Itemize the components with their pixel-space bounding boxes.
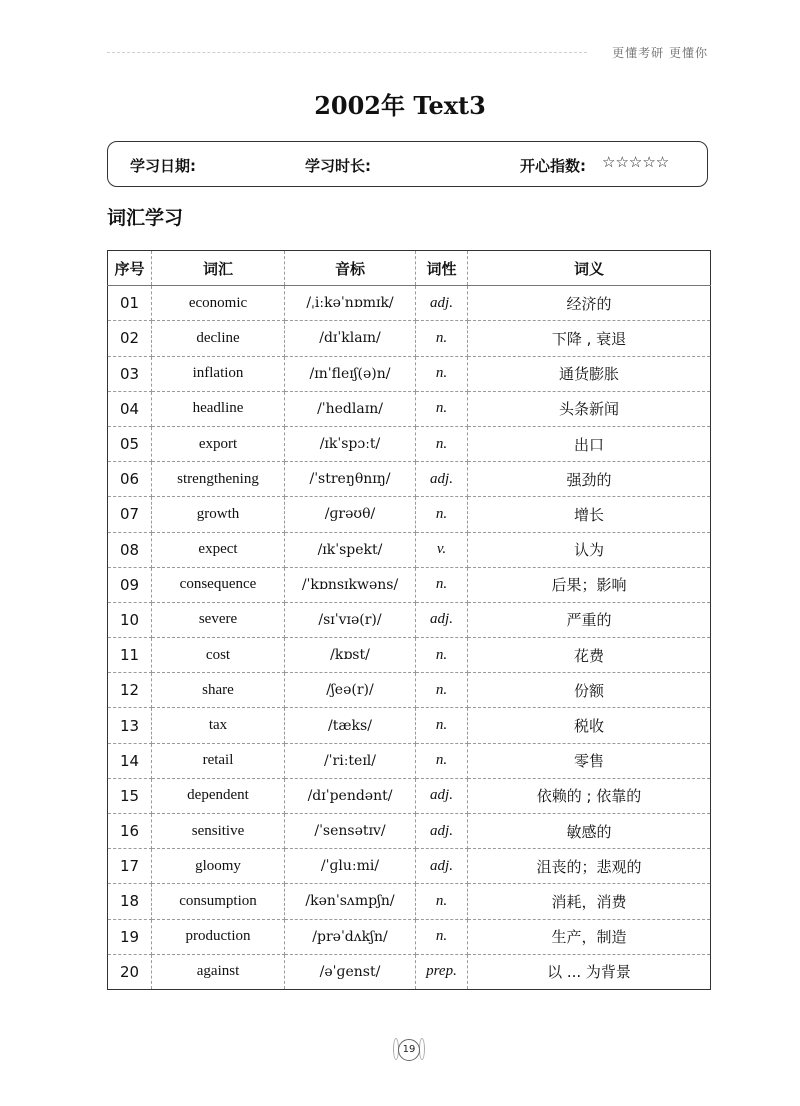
cell-part-of-speech: n. <box>416 919 468 954</box>
cell-part-of-speech: n. <box>416 356 468 391</box>
page-number: 19 <box>398 1039 420 1061</box>
cell-meaning: 生产，制造 <box>468 919 711 954</box>
cell-part-of-speech: n. <box>416 426 468 461</box>
cell-meaning: 通货膨胀 <box>468 356 711 391</box>
cell-number: 08 <box>108 532 152 567</box>
cell-phonetic: /ɪkˈspekt/ <box>285 532 416 567</box>
header-number: 序号 <box>108 251 152 286</box>
cell-meaning: 强劲的 <box>468 462 711 497</box>
cell-part-of-speech: n. <box>416 567 468 602</box>
cell-meaning: 后果；影响 <box>468 567 711 602</box>
cell-part-of-speech: n. <box>416 321 468 356</box>
table-row <box>108 532 711 567</box>
happiness-rating-stars[interactable]: ☆☆☆☆☆ <box>602 153 670 171</box>
cell-number: 09 <box>108 567 152 602</box>
cell-word: consumption <box>152 884 285 919</box>
cell-part-of-speech: v. <box>416 532 468 567</box>
cell-number: 11 <box>108 638 152 673</box>
cell-word: share <box>152 673 285 708</box>
cell-phonetic: /kɒst/ <box>285 638 416 673</box>
cell-number: 10 <box>108 602 152 637</box>
page-title: 2002年 Text3 <box>314 91 486 120</box>
cell-meaning: 以 ... 为背景 <box>468 954 711 989</box>
cell-meaning: 沮丧的；悲观的 <box>468 849 711 884</box>
cell-number: 18 <box>108 884 152 919</box>
cell-meaning: 花费 <box>468 638 711 673</box>
table-row <box>108 567 711 602</box>
table-row <box>108 778 711 813</box>
cell-meaning: 出口 <box>468 426 711 461</box>
cell-meaning: 增长 <box>468 497 711 532</box>
table-row <box>108 321 711 356</box>
table-row <box>108 356 711 391</box>
cell-phonetic: /tæks/ <box>285 708 416 743</box>
cell-part-of-speech: prep. <box>416 954 468 989</box>
cell-meaning: 依赖的 ; 依靠的 <box>468 778 711 813</box>
cell-part-of-speech: n. <box>416 497 468 532</box>
table-row <box>108 426 711 461</box>
cell-word: decline <box>152 321 285 356</box>
cell-word: tax <box>152 708 285 743</box>
table-row <box>108 954 711 989</box>
cell-meaning: 认为 <box>468 532 711 567</box>
cell-number: 07 <box>108 497 152 532</box>
cell-part-of-speech: n. <box>416 708 468 743</box>
cell-phonetic: /ˈriːteɪl/ <box>285 743 416 778</box>
table-header-row <box>108 251 711 286</box>
table-row <box>108 708 711 743</box>
study-date-label: 学习日期: <box>130 157 196 175</box>
happiness-label: 开心指数: <box>520 157 586 175</box>
cell-part-of-speech: adj. <box>416 602 468 637</box>
cell-word: inflation <box>152 356 285 391</box>
cell-number: 06 <box>108 462 152 497</box>
cell-phonetic: /ˈsensətɪv/ <box>285 814 416 849</box>
cell-word: cost <box>152 638 285 673</box>
cell-word: consequence <box>152 567 285 602</box>
header-meaning: 词义 <box>468 251 711 286</box>
cell-phonetic: /ˈɡluːmi/ <box>285 849 416 884</box>
cell-number: 02 <box>108 321 152 356</box>
cell-word: production <box>152 919 285 954</box>
cell-part-of-speech: n. <box>416 391 468 426</box>
cell-word: sensitive <box>152 814 285 849</box>
cell-part-of-speech: n. <box>416 638 468 673</box>
cell-phonetic: /ʃeə(r)/ <box>285 673 416 708</box>
table-row <box>108 638 711 673</box>
cell-phonetic: /sɪˈvɪə(r)/ <box>285 602 416 637</box>
vocabulary-table-body <box>108 286 711 990</box>
cell-part-of-speech: adj. <box>416 849 468 884</box>
table-row <box>108 743 711 778</box>
cell-meaning: 税收 <box>468 708 711 743</box>
cell-number: 16 <box>108 814 152 849</box>
cell-part-of-speech: n. <box>416 673 468 708</box>
cell-meaning: 敏感的 <box>468 814 711 849</box>
cell-phonetic: /əˈɡenst/ <box>285 954 416 989</box>
table-row <box>108 673 711 708</box>
table-row <box>108 919 711 954</box>
table-row <box>108 602 711 637</box>
cell-phonetic: /ˈhedlaɪn/ <box>285 391 416 426</box>
vocabulary-table <box>107 250 711 990</box>
table-row <box>108 391 711 426</box>
cell-word: economic <box>152 286 285 321</box>
cell-meaning: 严重的 <box>468 602 711 637</box>
cell-word: expect <box>152 532 285 567</box>
cell-phonetic: /ɪnˈfleɪʃ(ə)n/ <box>285 356 416 391</box>
cell-part-of-speech: n. <box>416 743 468 778</box>
cell-word: headline <box>152 391 285 426</box>
cell-word: dependent <box>152 778 285 813</box>
cell-phonetic: /dɪˈpendənt/ <box>285 778 416 813</box>
cell-part-of-speech: adj. <box>416 778 468 813</box>
cell-word: growth <box>152 497 285 532</box>
cell-meaning: 消耗，消费 <box>468 884 711 919</box>
cell-phonetic: /ˌiːkəˈnɒmɪk/ <box>285 286 416 321</box>
cell-meaning: 下降 , 衰退 <box>468 321 711 356</box>
table-row <box>108 814 711 849</box>
cell-number: 15 <box>108 778 152 813</box>
cell-number: 17 <box>108 849 152 884</box>
cell-word: export <box>152 426 285 461</box>
cell-word: gloomy <box>152 849 285 884</box>
cell-phonetic: /ɡrəʊθ/ <box>285 497 416 532</box>
cell-number: 04 <box>108 391 152 426</box>
table-row <box>108 884 711 919</box>
cell-number: 05 <box>108 426 152 461</box>
cell-number: 03 <box>108 356 152 391</box>
header-phonetic: 音标 <box>285 251 416 286</box>
cell-phonetic: /ˈkɒnsɪkwəns/ <box>285 567 416 602</box>
header-part-of-speech: 词性 <box>416 251 468 286</box>
table-row <box>108 497 711 532</box>
header-word: 词汇 <box>152 251 285 286</box>
cell-meaning: 零售 <box>468 743 711 778</box>
page-number-badge <box>393 1038 425 1062</box>
cell-number: 13 <box>108 708 152 743</box>
cell-number: 20 <box>108 954 152 989</box>
cell-part-of-speech: adj. <box>416 814 468 849</box>
table-row <box>108 849 711 884</box>
cell-phonetic: /ɪkˈspɔːt/ <box>285 426 416 461</box>
study-duration-label: 学习时长: <box>305 157 371 175</box>
cell-word: retail <box>152 743 285 778</box>
cell-word: strengthening <box>152 462 285 497</box>
cell-phonetic: /ˈstreŋθnɪŋ/ <box>285 462 416 497</box>
cell-word: severe <box>152 602 285 637</box>
table-row <box>108 286 711 321</box>
cell-part-of-speech: n. <box>416 884 468 919</box>
section-title: 词汇学习 <box>107 207 184 229</box>
cell-part-of-speech: adj. <box>416 462 468 497</box>
header-divider <box>107 52 587 53</box>
cell-meaning: 经济的 <box>468 286 711 321</box>
cell-meaning: 头条新闻 <box>468 391 711 426</box>
cell-meaning: 份额 <box>468 673 711 708</box>
cell-number: 19 <box>108 919 152 954</box>
cell-phonetic: /dɪˈklaɪn/ <box>285 321 416 356</box>
cell-number: 14 <box>108 743 152 778</box>
cell-number: 12 <box>108 673 152 708</box>
cell-number: 01 <box>108 286 152 321</box>
cell-part-of-speech: adj. <box>416 286 468 321</box>
cell-word: against <box>152 954 285 989</box>
table-row <box>108 462 711 497</box>
cell-phonetic: /prəˈdʌkʃn/ <box>285 919 416 954</box>
header-slogan: 更懂考研 更懂你 <box>612 46 708 60</box>
cell-phonetic: /kənˈsʌmpʃn/ <box>285 884 416 919</box>
